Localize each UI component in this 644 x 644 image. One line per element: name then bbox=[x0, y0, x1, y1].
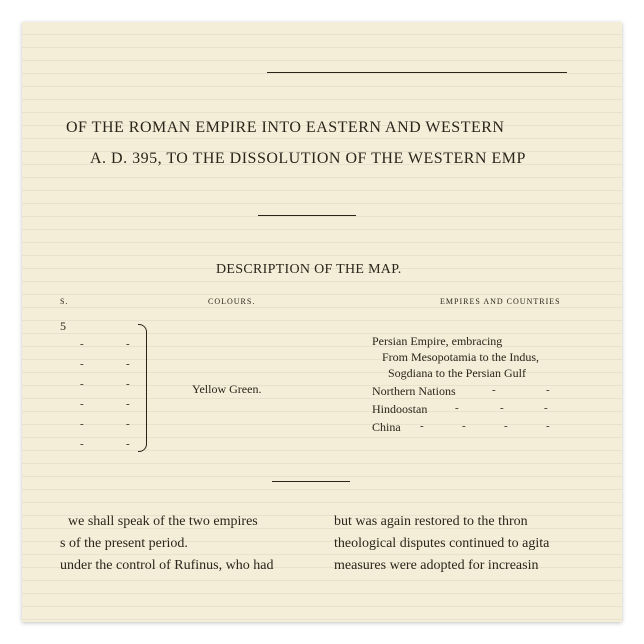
leader-dash: - bbox=[546, 420, 550, 432]
leader-dash: - bbox=[126, 398, 130, 410]
leader-dash: - bbox=[126, 338, 130, 350]
leader-dash: - bbox=[80, 338, 84, 350]
body-left-line-2: s of the present period. bbox=[60, 536, 188, 551]
leader-dash: - bbox=[546, 384, 550, 396]
column-header-left: S. bbox=[60, 297, 69, 306]
body-right-line-3: measures were adopted for increasin bbox=[334, 558, 539, 573]
body-left-line-1: we shall speak of the two empires bbox=[68, 514, 258, 529]
leader-dash: - bbox=[80, 398, 84, 410]
printed-page-tile bbox=[22, 22, 622, 622]
column-header-colours: COLOURS. bbox=[208, 297, 256, 306]
entry-china: China bbox=[372, 420, 401, 434]
leader-dash: - bbox=[126, 418, 130, 430]
leader-dash: - bbox=[80, 378, 84, 390]
entry-persian-line-3: Sogdiana to the Persian Gulf bbox=[388, 366, 526, 380]
leader-dash: - bbox=[544, 402, 548, 414]
leader-dash: - bbox=[126, 358, 130, 370]
grouping-brace bbox=[138, 324, 147, 452]
bottom-rule bbox=[272, 481, 350, 482]
colour-value: Yellow Green. bbox=[192, 382, 262, 396]
leader-dash: - bbox=[504, 420, 508, 432]
top-rule bbox=[267, 72, 567, 73]
description-heading: DESCRIPTION OF THE MAP. bbox=[216, 262, 402, 277]
leader-dash: - bbox=[80, 418, 84, 430]
entry-persian-line-2: From Mesopotamia to the Indus, bbox=[382, 350, 539, 364]
column-header-empires: EMPIRES AND COUNTRIES bbox=[440, 297, 561, 306]
title-line-1: OF THE ROMAN EMPIRE INTO EASTERN AND WESTERN bbox=[66, 119, 505, 136]
leader-dash: - bbox=[455, 402, 459, 414]
title-line-2: A. D. 395, TO THE DISSOLUTION OF THE WESTERN EMP bbox=[90, 150, 526, 167]
leader-dash: - bbox=[126, 378, 130, 390]
entry-northern: Northern Nations bbox=[372, 384, 456, 398]
body-right-line-2: theological disputes continued to agita bbox=[334, 536, 550, 551]
leader-dash: - bbox=[420, 420, 424, 432]
leader-dash: - bbox=[462, 420, 466, 432]
leader-dash: - bbox=[492, 384, 496, 396]
body-left-line-3: under the control of Rufinus, who had bbox=[60, 558, 274, 573]
entry-hindoostan: Hindoostan bbox=[372, 402, 428, 416]
leader-dash: - bbox=[80, 358, 84, 370]
show-through-texture bbox=[22, 22, 622, 622]
left-column-fragment: 5 bbox=[60, 319, 66, 333]
leader-dash: - bbox=[80, 438, 84, 450]
short-rule bbox=[258, 215, 356, 216]
body-right-line-1: but was again restored to the thron bbox=[334, 514, 528, 529]
leader-dash: - bbox=[500, 402, 504, 414]
leader-dash: - bbox=[126, 438, 130, 450]
entry-persian: Persian Empire, embracing bbox=[372, 334, 503, 348]
